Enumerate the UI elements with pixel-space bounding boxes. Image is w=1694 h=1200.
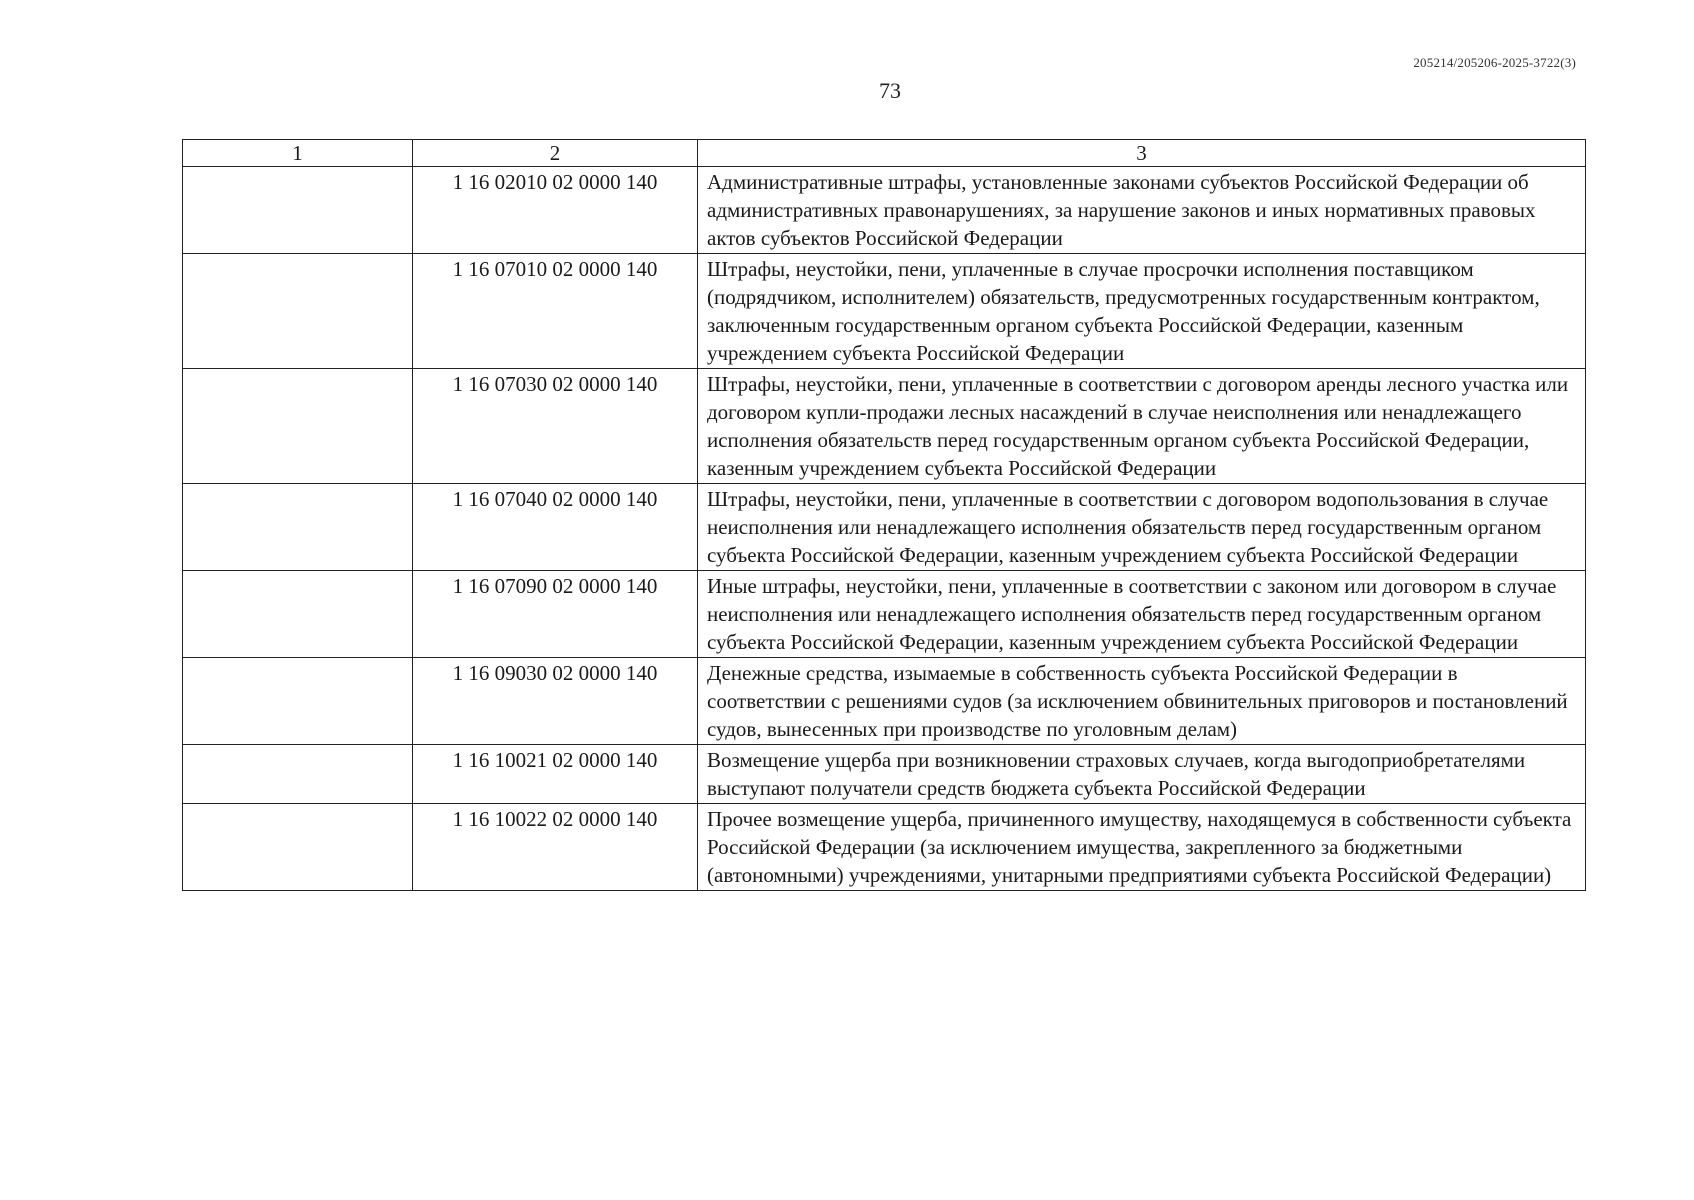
table-row (183, 745, 1586, 804)
description-cell: Денежные средства, изымаемые в собственность субъекта Российской Федерации в соответствии с решениями судов (за исключением обвинительных приговоров и постановлений судов, вынесенных при производстве по уголовным делам) (698, 658, 1586, 745)
admin-code-cell (183, 571, 413, 658)
admin-code-cell (183, 167, 413, 254)
admin-code-cell (183, 658, 413, 745)
description-cell: Штрафы, неустойки, пени, уплаченные в соответствии с договором водопользования в случае неисполнения или ненадлежащего исполнения обязательств перед государственным органом субъекта Российской Федерации, казенным учреждением субъекта Российской Федерации (698, 484, 1586, 571)
description-cell: Возмещение ущерба при возникновении страховых случаев, когда выгодоприобретателями выступают получатели средств бюджета субъекта Российской Федерации (698, 745, 1586, 804)
description-cell: Штрафы, неустойки, пени, уплаченные в случае просрочки исполнения поставщиком (подрядчиком, исполнителем) обязательств, предусмотренных государственным контрактом, заключенным государственным органом субъекта Российской Федерации, казенным учреждением субъекта Российской Федерации (698, 254, 1586, 369)
table-row (183, 484, 1586, 571)
description-cell: Административные штрафы, установленные законами субъектов Российской Федерации об административных правонарушениях, за нарушение законов и иных нормативных правовых актов субъектов Российской Федерации (698, 167, 1586, 254)
revenue-code-cell: 1 16 07040 02 0000 140 (413, 484, 698, 571)
table-row (183, 167, 1586, 254)
table-row (183, 804, 1586, 891)
admin-code-cell (183, 484, 413, 571)
revenue-code-cell: 1 16 07010 02 0000 140 (413, 254, 698, 369)
column-header-3: 3 (698, 140, 1586, 167)
table-header-row (183, 140, 1586, 167)
admin-code-cell (183, 745, 413, 804)
revenue-code-cell: 1 16 09030 02 0000 140 (413, 658, 698, 745)
description-cell: Прочее возмещение ущерба, причиненного имуществу, находящемуся в собственности субъекта Российской Федерации (за исключением имущества, закрепленного за бюджетными (автономными) учреждениями, унитарными предприятиями субъекта Российской Федерации) (698, 804, 1586, 891)
description-cell: Иные штрафы, неустойки, пени, уплаченные в соответствии с законом или договором в случае неисполнения или ненадлежащего исполнения обязательств перед государственным органом субъекта Российской Федерации, казенным учреждением субъекта Российской Федерации (698, 571, 1586, 658)
description-cell: Штрафы, неустойки, пени, уплаченные в соответствии с договором аренды лесного участка или договором купли-продажи лесных насаждений в случае неисполнения или ненадлежащего исполнения обязательств перед государственным органом субъекта Российской Федерации, казенным учреждением субъекта Российской Федерации (698, 369, 1586, 484)
revenue-codes-table (182, 139, 1586, 891)
admin-code-cell (183, 804, 413, 891)
revenue-code-cell: 1 16 10021 02 0000 140 (413, 745, 698, 804)
revenue-code-cell: 1 16 07090 02 0000 140 (413, 571, 698, 658)
admin-code-cell (183, 369, 413, 484)
admin-code-cell (183, 254, 413, 369)
table-row (183, 571, 1586, 658)
revenue-code-cell: 1 16 02010 02 0000 140 (413, 167, 698, 254)
document-id: 205214/205206-2025-3722(3) (1413, 55, 1576, 70)
revenue-code-cell: 1 16 07030 02 0000 140 (413, 369, 698, 484)
table-row (183, 369, 1586, 484)
column-header-2: 2 (413, 140, 698, 167)
page-number: 73 (879, 78, 901, 103)
table-row (183, 658, 1586, 745)
revenue-code-cell: 1 16 10022 02 0000 140 (413, 804, 698, 891)
column-header-1: 1 (183, 140, 413, 167)
table-row (183, 254, 1586, 369)
